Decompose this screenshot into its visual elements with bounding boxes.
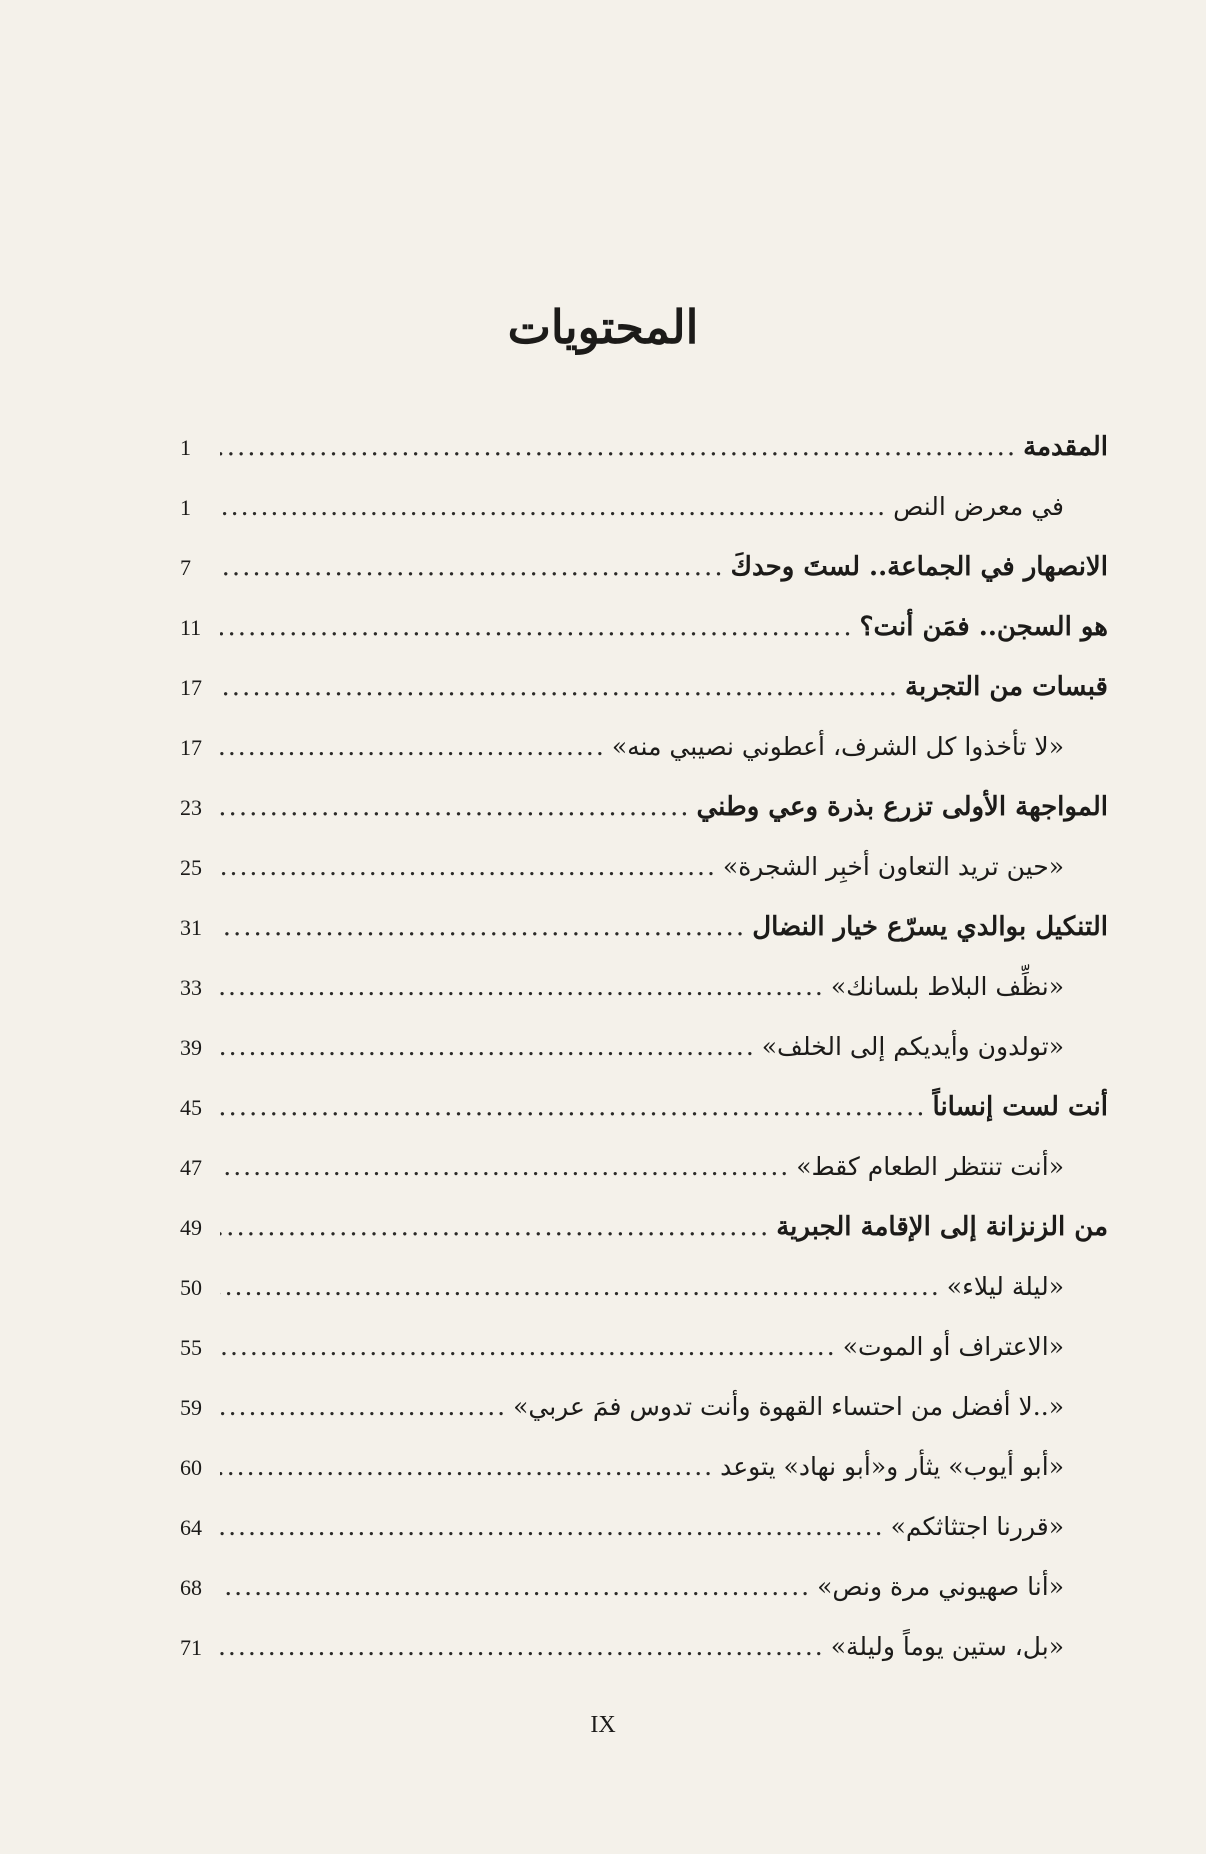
toc-entry-title: المواجهة الأولى تزرع بذرة وعي وطني xyxy=(696,792,1108,822)
toc-page-number: 49 xyxy=(180,1215,202,1240)
toc-entry-title: «ليلة ليلاء» xyxy=(946,1272,1064,1301)
dot-leader xyxy=(220,792,690,822)
dot-leader xyxy=(220,492,887,521)
toc-entry xyxy=(180,792,1108,852)
toc-entry xyxy=(180,432,1108,492)
toc-entry-title: «أنت تنتظر الطعام كقط» xyxy=(796,1152,1064,1181)
toc-entry-title: «لا تأخذوا كل الشرف، أعطوني نصيبي منه» xyxy=(611,732,1064,761)
toc-entry xyxy=(180,732,1108,792)
toc-entry xyxy=(180,1152,1108,1212)
toc-page-number: 47 xyxy=(180,1155,202,1180)
dot-leader xyxy=(220,672,899,702)
toc-entry-title: «أنا صهيوني مرة ونص» xyxy=(817,1572,1064,1601)
dot-leader xyxy=(220,1032,756,1061)
toc-entry-title: «..لا أفضل من احتساء القهوة وأنت تدوس فمَ عربي» xyxy=(513,1392,1064,1421)
toc-page-number: 68 xyxy=(180,1575,202,1600)
dot-leader xyxy=(220,972,825,1001)
page-folio: IX xyxy=(590,1712,616,1738)
toc-page-number: 33 xyxy=(180,975,202,1000)
toc-entry xyxy=(180,1212,1108,1272)
toc-entry xyxy=(180,672,1108,732)
dot-leader xyxy=(220,1212,770,1242)
toc-entry-title: في معرض النص xyxy=(893,492,1064,521)
dot-leader xyxy=(220,1092,927,1122)
toc-page-number: 31 xyxy=(180,915,202,940)
toc-page-number: 1 xyxy=(180,435,191,460)
toc-entry xyxy=(180,1272,1108,1332)
toc-entry xyxy=(180,1092,1108,1152)
toc-entry-title: «قررنا اجتثاثكم» xyxy=(890,1512,1064,1541)
toc-page-number: 1 xyxy=(180,495,191,520)
toc-page-number: 50 xyxy=(180,1275,202,1300)
toc-page-number: 60 xyxy=(180,1455,202,1480)
dot-leader xyxy=(220,1332,837,1361)
dot-leader xyxy=(220,612,854,642)
table-of-contents xyxy=(180,432,1108,1692)
dot-leader xyxy=(220,1452,714,1481)
toc-entry-title: الانصهار في الجماعة.. لستَ وحدكَ xyxy=(730,552,1108,582)
toc-entry xyxy=(180,612,1108,672)
toc-entry xyxy=(180,1392,1108,1452)
toc-entry xyxy=(180,852,1108,912)
dot-leader xyxy=(220,552,725,582)
toc-entry-title: «تولدون وأيديكم إلى الخلف» xyxy=(761,1032,1064,1061)
toc-entry xyxy=(180,1512,1108,1572)
dot-leader xyxy=(220,852,717,881)
toc-entry xyxy=(180,1452,1108,1512)
toc-page-number: 7 xyxy=(180,555,191,580)
toc-page-number: 71 xyxy=(180,1635,202,1660)
toc-entry-title: المقدمة xyxy=(1023,432,1108,462)
toc-page-number: 55 xyxy=(180,1335,202,1360)
toc-entry xyxy=(180,1632,1108,1692)
toc-entry-title: هو السجن.. فمَن أنت؟ xyxy=(859,612,1108,642)
toc-entry xyxy=(180,552,1108,612)
toc-entry-title: من الزنزانة إلى الإقامة الجبرية xyxy=(776,1212,1108,1242)
toc-page-number: 39 xyxy=(180,1035,202,1060)
dot-leader xyxy=(220,1572,811,1601)
dot-leader xyxy=(220,1632,825,1661)
toc-entry-title: أنت لست إنساناً xyxy=(932,1092,1108,1122)
dot-leader xyxy=(220,432,1017,462)
toc-entry xyxy=(180,1332,1108,1392)
toc-entry-title: «حين تريد التعاون أخبِر الشجرة» xyxy=(722,852,1064,881)
toc-entry-title: التنكيل بوالدي يسرّع خيار النضال xyxy=(752,912,1108,942)
toc-entry xyxy=(180,1572,1108,1632)
toc-entry-title: «أبو أيوب» يثأر و«أبو نهاد» يتوعد xyxy=(720,1452,1064,1481)
toc-entry xyxy=(180,972,1108,1032)
toc-page-number: 45 xyxy=(180,1095,202,1120)
toc-entry xyxy=(180,492,1108,552)
toc-page-number: 23 xyxy=(180,795,202,820)
toc-page-number: 64 xyxy=(180,1515,202,1540)
dot-leader xyxy=(220,1512,885,1541)
page-title: المحتويات xyxy=(507,300,699,354)
toc-page-number: 17 xyxy=(180,675,202,700)
dot-leader xyxy=(220,732,606,761)
dot-leader xyxy=(220,1392,507,1421)
toc-entry-title: قبسات من التجربة xyxy=(905,672,1108,702)
toc-page-number: 59 xyxy=(180,1395,202,1420)
toc-entry-title: «بل، ستين يوماً وليلة» xyxy=(830,1632,1064,1661)
toc-entry-title: «نظِّف البلاط بلسانك» xyxy=(830,972,1064,1001)
toc-page-number: 11 xyxy=(180,615,202,640)
dot-leader xyxy=(220,912,746,942)
toc-entry xyxy=(180,1032,1108,1092)
toc-page-number: 25 xyxy=(180,855,202,880)
dot-leader xyxy=(220,1272,941,1301)
toc-entry-title: «الاعتراف أو الموت» xyxy=(842,1332,1064,1361)
toc-entry xyxy=(180,912,1108,972)
toc-page-number: 17 xyxy=(180,735,202,760)
dot-leader xyxy=(220,1152,790,1181)
